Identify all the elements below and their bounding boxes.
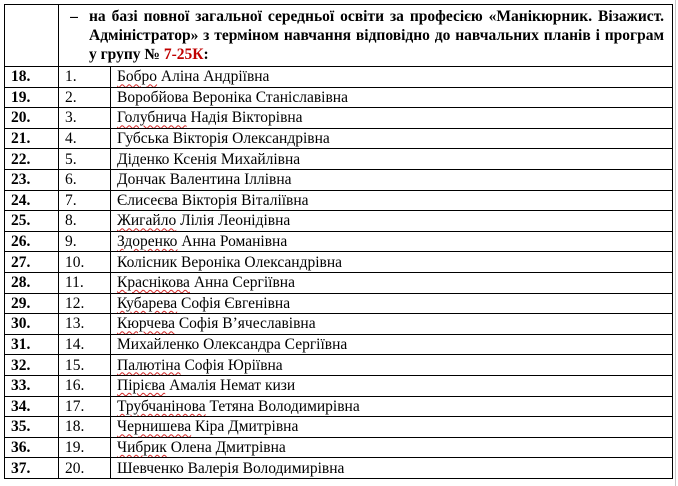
student-given-names: Колісник Вероніка Олександрівна	[117, 253, 343, 271]
document-page	[4, 4, 672, 479]
student-given-names: Кіра Дмитрівна	[191, 418, 299, 436]
student-name	[111, 149, 673, 170]
student-surname: Жигайло	[117, 212, 177, 230]
table-row	[5, 375, 673, 396]
group-index: 13.	[59, 314, 111, 335]
student-given-names: Михайленко Олександра Сергіївна	[117, 336, 348, 354]
student-surname: Палютіна	[117, 356, 181, 374]
table-row	[5, 169, 673, 190]
table-row	[5, 293, 673, 314]
group-index: 17.	[59, 396, 111, 417]
group-description-end: :	[203, 46, 209, 63]
student-name	[111, 272, 673, 293]
table-row	[5, 108, 673, 129]
student-list-table	[4, 4, 673, 479]
group-index: 3.	[59, 108, 111, 129]
overall-number: 19.	[5, 87, 59, 108]
student-name	[111, 169, 673, 190]
student-name	[111, 355, 673, 376]
overall-number: 36.	[5, 437, 59, 458]
student-given-names: Діденко Ксенія Михайлівна	[117, 150, 301, 168]
overall-number: 31.	[5, 334, 59, 355]
student-name	[111, 231, 673, 252]
overall-number: 21.	[5, 128, 59, 149]
group-index: 7.	[59, 190, 111, 211]
student-given-names: Дончак Валентина Іллівна	[117, 171, 292, 189]
student-name	[111, 458, 673, 479]
student-surname: Голубнича	[117, 109, 187, 127]
overall-number: 24.	[5, 190, 59, 211]
group-index: 11.	[59, 272, 111, 293]
student-surname: Пірієва	[117, 377, 166, 395]
group-index: 16.	[59, 375, 111, 396]
group-index: 2.	[59, 87, 111, 108]
overall-number: 26.	[5, 231, 59, 252]
student-surname: Кубарева	[117, 294, 178, 312]
table-row	[5, 149, 673, 170]
table-row	[5, 128, 673, 149]
overall-number: 32.	[5, 355, 59, 376]
header-empty-cell	[5, 5, 59, 67]
overall-number: 25.	[5, 211, 59, 232]
overall-number: 20.	[5, 108, 59, 129]
student-surname: Бобро	[117, 68, 158, 86]
student-name	[111, 293, 673, 314]
table-row	[5, 334, 673, 355]
student-given-names: Аліна Андріївна	[157, 68, 270, 86]
student-name	[111, 67, 673, 88]
group-index: 14.	[59, 334, 111, 355]
header-cell	[59, 5, 673, 67]
student-name	[111, 417, 673, 438]
table-row	[5, 314, 673, 335]
student-name	[111, 252, 673, 273]
overall-number: 28.	[5, 272, 59, 293]
student-given-names: Софія Юріївна	[180, 356, 283, 374]
student-name	[111, 334, 673, 355]
student-name	[111, 87, 673, 108]
group-index: 9.	[59, 231, 111, 252]
table-row	[5, 437, 673, 458]
group-index: 15.	[59, 355, 111, 376]
student-surname: Кюрчева	[117, 315, 175, 333]
group-index: 1.	[59, 67, 111, 88]
header-row	[5, 5, 673, 67]
student-given-names: Амалія Немат кизи	[165, 377, 296, 395]
student-given-names: Тетяна Володимирівна	[205, 397, 360, 415]
table-row	[5, 355, 673, 376]
student-given-names: Софія В’ячеславівна	[174, 315, 316, 333]
student-given-names: Анна Сергіївна	[189, 274, 295, 292]
student-name	[111, 211, 673, 232]
student-name	[111, 128, 673, 149]
overall-number: 30.	[5, 314, 59, 335]
student-name	[111, 437, 673, 458]
group-index: 6.	[59, 169, 111, 190]
group-index: 18.	[59, 417, 111, 438]
student-surname: Чибрик	[117, 438, 167, 456]
group-code: 7-25К	[163, 46, 204, 63]
group-index: 8.	[59, 211, 111, 232]
table-row	[5, 458, 673, 479]
table-row	[5, 87, 673, 108]
page-edge-line	[675, 0, 676, 486]
student-name	[111, 396, 673, 417]
student-name	[111, 375, 673, 396]
group-index: 19.	[59, 437, 111, 458]
student-given-names: Шевченко Валерія Володимирівна	[117, 459, 345, 477]
student-name	[111, 190, 673, 211]
student-given-names: Єлисеєва Вікторія Віталіївна	[117, 191, 309, 209]
student-name	[111, 314, 673, 335]
overall-number: 29.	[5, 293, 59, 314]
student-surname: Трубчанінова	[117, 397, 206, 415]
student-given-names: Анна Романівна	[177, 233, 288, 251]
dash-bullet: –	[70, 8, 78, 25]
group-description-text: на базі повної загальної середньої освіти за професією «Манікюрник. Візажист. Адміністратор» з терміном навчання відповідно до навчальних планів і програм у групу №	[89, 8, 665, 63]
overall-number: 27.	[5, 252, 59, 273]
table-row	[5, 417, 673, 438]
table-row	[5, 252, 673, 273]
table-row	[5, 396, 673, 417]
student-surname: Краснікова	[117, 274, 190, 292]
overall-number: 18.	[5, 67, 59, 88]
group-index: 12.	[59, 293, 111, 314]
table-row	[5, 272, 673, 293]
student-given-names: Лілія Леонідівна	[176, 212, 291, 230]
student-given-names: Воробйова Вероніка Станіславівна	[117, 88, 348, 106]
student-given-names: Олена Дмитрівна	[166, 438, 286, 456]
group-description	[89, 7, 664, 64]
overall-number: 34.	[5, 396, 59, 417]
student-surname: Чернишева	[117, 418, 192, 436]
student-name	[111, 108, 673, 129]
overall-number: 33.	[5, 375, 59, 396]
table-row	[5, 67, 673, 88]
student-surname: Здоренко	[117, 233, 178, 251]
group-index: 10.	[59, 252, 111, 273]
overall-number: 23.	[5, 169, 59, 190]
group-index: 4.	[59, 128, 111, 149]
overall-number: 22.	[5, 149, 59, 170]
overall-number: 37.	[5, 458, 59, 479]
table-row	[5, 231, 673, 252]
student-given-names: Софія Євгенівна	[177, 294, 291, 312]
student-given-names: Губська Вікторія Олександрівна	[117, 130, 330, 148]
table-row	[5, 211, 673, 232]
overall-number: 35.	[5, 417, 59, 438]
group-index: 20.	[59, 458, 111, 479]
student-given-names: Надія Вікторівна	[186, 109, 303, 127]
table-row	[5, 190, 673, 211]
group-index: 5.	[59, 149, 111, 170]
